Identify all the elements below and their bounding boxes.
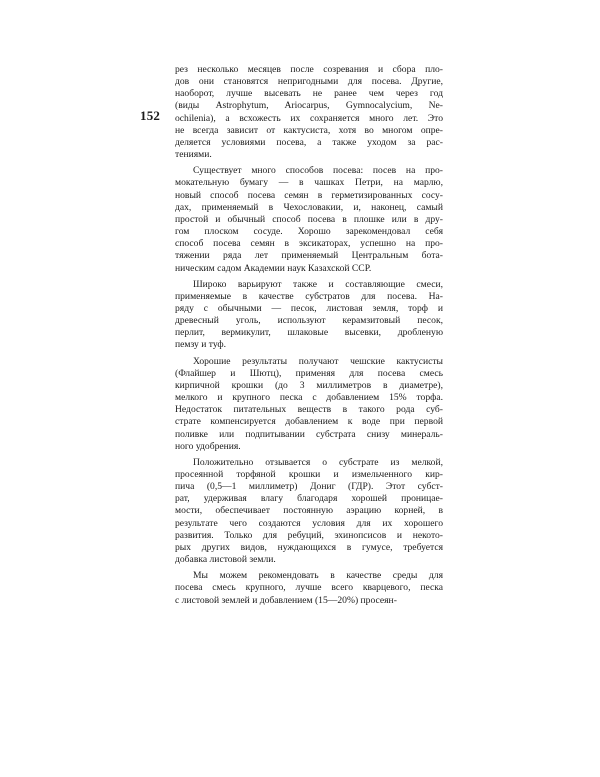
text-line: ническим садом Академии наук Казахской ССР. [175,262,372,274]
text-line: (виды Astrophytum, Ariocarpus, Gymnocalycium, Ne- [175,100,443,112]
page-number: 152 [140,108,161,123]
text-line: наоборот, лучше высевать не ранее чем через год [175,88,443,100]
text-line: дов они становятся непригодными для посева. Другие, [175,76,443,88]
text-line: кирпичной крошки (до 3 миллиметров в диаметре), [175,379,443,391]
text-line: простой и обычный способ посева в плошке или в дру- [175,213,443,225]
paragraph [175,457,443,566]
text-line: деляется условиями посева, а также уходом за рас- [175,136,443,148]
text-line: древесный уголь, используют керамзитовый песок, [175,315,443,327]
text-line: поливке или подпитывании субстрата снизу минераль- [175,428,443,440]
text-column [175,64,443,607]
text-line: рат, удерживая влагу благодаря хорошей проницае- [175,493,443,505]
text-line: дах, применяемый в Чехословакии, и, наконец, самый [175,201,443,213]
text-line: тениями. [175,149,212,161]
text-line: перлит, вермикулит, шлаковые высевки, дробленую [175,327,443,339]
text-line: ochilenia), а всхожесть их сохраняется много лет. Это [175,112,443,124]
text-line: Недостаток питательных веществ в такого рода суб- [175,404,443,416]
text-line: результате чего создаются условия для их хорошего [175,517,443,529]
paragraph [175,570,443,606]
text-line: тяжении ряда лет применяемый Центральным бота- [175,250,443,262]
text-line: Хорошие результаты получают чешские кактусисты [193,355,443,367]
text-line: развития. Только для ребуций, эхинопсисов и некото- [175,529,443,541]
text-line: мости, обеспечивает постоянную аэрацию корней, в [175,505,443,517]
text-line: Положительно отзывается о субстрате из мелкой, [193,456,443,468]
text-line: Мы можем рекомендовать в качестве среды для [193,570,443,582]
text-line: с листовой землей и добавлением (15—20%) просеян- [175,594,397,606]
text-line: рых других видов, нуждающихся в гумусе, требуется [175,541,443,553]
text-line: рез несколько месяцев после созревания и сбора пло- [175,64,443,75]
text-line: Существует много способов посева: посев на про- [193,165,443,177]
text-line: ряду с обычными — песок, листовая земля, торф и [175,302,443,314]
paragraph [175,356,443,453]
text-line: гом плоском сосуде. Хорошо зарекомендовал себя [175,226,443,238]
paragraph [175,64,443,161]
text-line: пемзу и туф. [175,339,227,351]
paragraph [175,165,443,274]
text-line: пича (0,5—1 миллиметр) Дониг (ГДР). Этот субст- [175,481,443,493]
text-line: Широко варьируют также и составляющие смеси, [193,278,443,290]
text-line: мелкого и крупного песка с добавлением 15% торфа. [175,392,443,404]
text-line: мокательную бумагу — в чашках Петри, на марлю, [175,177,443,189]
text-line: просеянной торфяной крошки и измельченного кир- [175,469,443,480]
text-line: новый способ посева семян в герметизированных сосу- [175,189,443,201]
text-line: применяемые в качестве субстратов для посева. На- [175,290,443,302]
text-line: ного удобрения. [175,440,241,452]
text-line: добавка листовой земли. [175,554,276,566]
text-line: способ посева семян в эксикаторах, успешно на про- [175,238,443,250]
paragraph [175,279,443,352]
text-line: (Флайшер и Шютц), применяя для посева смесь [175,367,443,379]
text-line: не всегда зависит от кактусиста, хотя во многом опре- [175,124,443,136]
text-line: страте компенсируется добавлением к воде при первой [175,416,443,428]
text-line: посева смесь крупного, лучше всего кварцевого, песка [175,582,443,594]
